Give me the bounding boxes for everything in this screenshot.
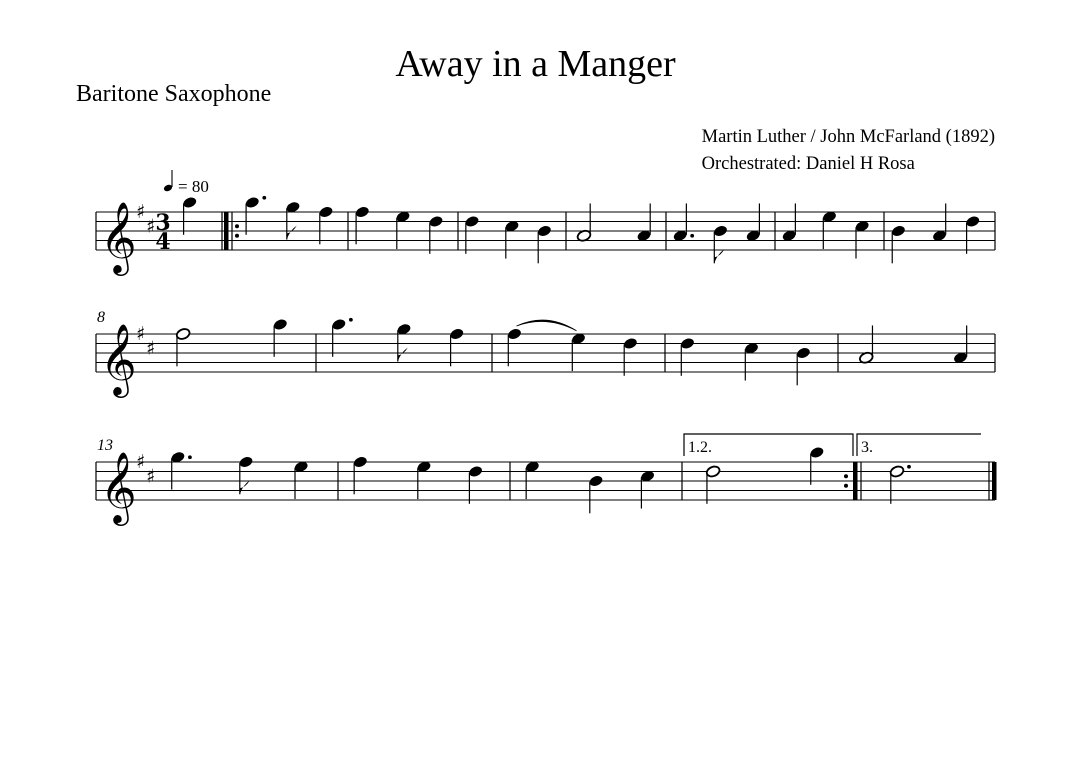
final-barline (992, 462, 997, 500)
repeat-dot (235, 234, 239, 238)
eighth-flag (287, 226, 297, 240)
notehead (273, 318, 289, 331)
augmentation-dot (907, 465, 911, 469)
notehead (244, 196, 260, 209)
arranger-credit: Orchestrated: Daniel H Rosa (701, 154, 915, 174)
volta-label: 3. (861, 439, 873, 456)
notehead (713, 224, 729, 237)
repeat-end-barline (853, 462, 858, 500)
notehead (891, 224, 907, 237)
notehead (623, 337, 639, 350)
staff-system-2 (96, 309, 995, 398)
tie (516, 320, 576, 331)
repeat-dot (844, 474, 848, 478)
staff-system-3 (96, 434, 997, 526)
notehead (889, 465, 905, 478)
notehead (354, 205, 370, 218)
notehead (537, 224, 553, 237)
notehead (238, 455, 254, 468)
notehead (449, 327, 465, 340)
tempo-value: = 80 (178, 177, 209, 196)
notehead (353, 455, 369, 468)
volta-line (857, 434, 981, 456)
notehead (588, 474, 604, 487)
notehead (468, 465, 484, 478)
eighth-flag (714, 249, 724, 263)
notehead (182, 196, 198, 209)
augmentation-dot (188, 455, 192, 459)
notehead (507, 327, 523, 340)
notehead (428, 215, 444, 228)
measure-number: 13 (97, 437, 113, 454)
repeat-start-barline (224, 212, 229, 250)
eighth-flag (240, 480, 250, 494)
augmentation-dot (690, 234, 694, 238)
notehead (331, 318, 347, 331)
volta-label: 1.2. (688, 439, 712, 456)
staff-system-1 (96, 170, 995, 276)
treble-clef: 𝄞 (100, 322, 137, 395)
repeat-dot (235, 224, 239, 228)
notehead (796, 346, 812, 359)
key-signature-sharp: ♯ (146, 215, 156, 238)
notehead (965, 215, 981, 228)
key-signature-sharp: ♯ (146, 337, 156, 360)
notehead (680, 337, 696, 350)
notehead (809, 446, 825, 459)
volta-bracket-first (684, 434, 853, 456)
time-signature-bottom: 4 (155, 229, 171, 255)
key-signature-sharp: ♯ (136, 451, 146, 473)
tempo-marking (163, 170, 209, 196)
augmentation-dot (262, 196, 266, 200)
measure-number: 8 (97, 309, 105, 326)
notehead (175, 327, 191, 340)
key-signature-sharp: ♯ (146, 465, 156, 488)
key-signature-sharp: ♯ (136, 201, 146, 223)
score-title: Away in a Manger (395, 43, 676, 85)
augmentation-dot (349, 318, 353, 322)
treble-clef: 𝄞 (100, 450, 137, 523)
repeat-dot (844, 484, 848, 488)
notehead (318, 205, 334, 218)
composer-credit: Martin Luther / John McFarland (1892) (701, 127, 995, 147)
notehead (464, 215, 480, 228)
notehead (705, 465, 721, 478)
key-signature-sharp: ♯ (136, 323, 146, 345)
instrument-name: Baritone Saxophone (76, 81, 272, 107)
time-signature-top: 3 (155, 210, 171, 236)
eighth-flag (398, 348, 408, 362)
volta-bracket-second (857, 434, 981, 456)
treble-clef: 𝄞 (100, 200, 137, 273)
